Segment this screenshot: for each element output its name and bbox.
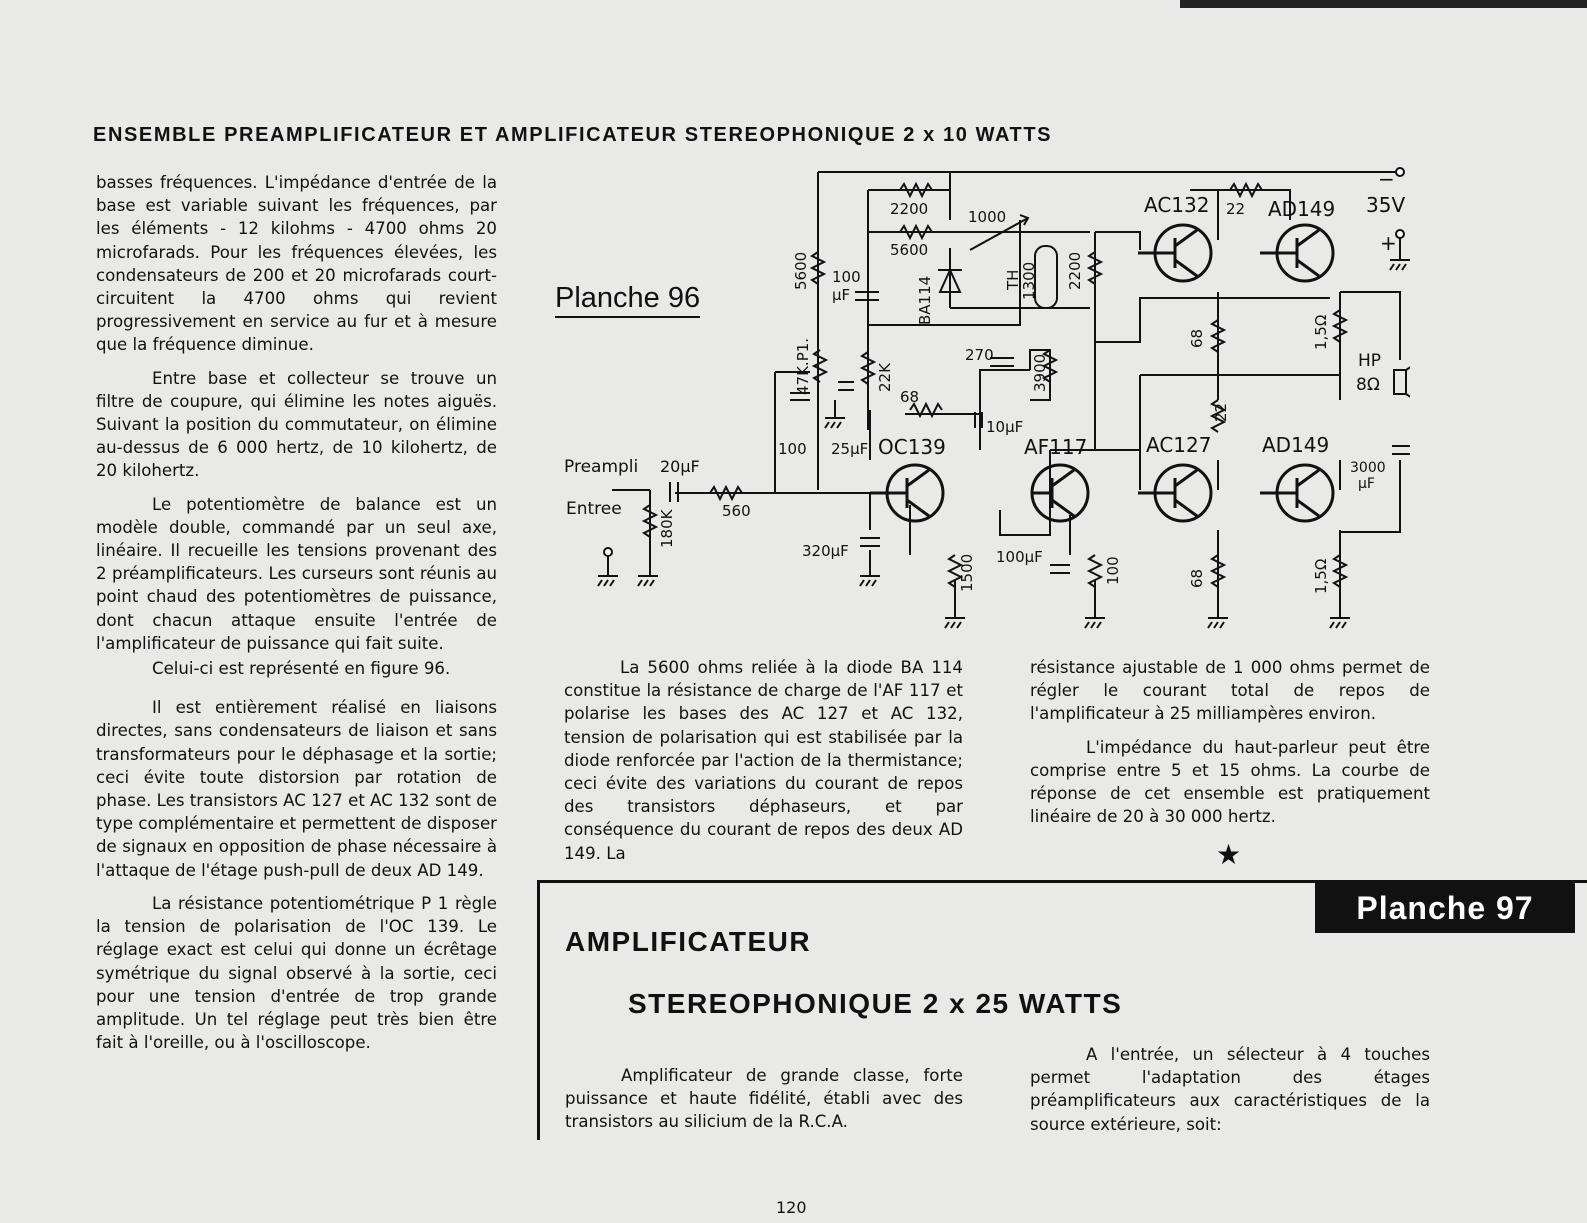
section-title-line1: AMPLIFICATEUR [565, 926, 812, 957]
paragraph: La 5600 ohms reliée à la diode BA 114 constitue la résistance de charge de l'AF 117 et polarise les bases des AC 127 et AC 132, tension de polarisation qui est stabilisée par la diode renforcée par l'action de la thermistance; ceci évite des variations du courant de repos des transistors déphaseurs, et par conséquence du courant de repos des deux AD 149. La [564, 658, 963, 863]
paragraph: L'impédance du haut-parleur peut être comprise entre 5 et 15 ohms. La courbe de réponse de cet ensemble est pratiquement linéaire de 20 à 30 000 hertz. [1030, 737, 1430, 827]
label-pot-1000: 1000 [968, 208, 1007, 226]
paragraph: Amplificateur de grande classe, forte puissance et haute fidélité, établi avec des transistors au silicium de la R.C.A. [565, 1066, 963, 1132]
label-oc139: OC139 [878, 435, 946, 459]
figure-caption: Planche 96 [555, 282, 700, 318]
label-r-2200a: 2200 [890, 200, 929, 218]
page-headline: ENSEMBLE PREAMPLIFICATEUR ET AMPLIFICATEUR STEREOPHONIQUE 2 x 10 WATTS [93, 124, 1053, 146]
schematic-resistors [644, 184, 1346, 587]
left-column [96, 171, 497, 1064]
input-terminal [604, 548, 612, 556]
label-c-10uf: 10µF [986, 418, 1024, 436]
label-r-68c: 68 [1188, 568, 1206, 588]
label-preampli: Preampli [564, 457, 639, 477]
label-r-100: 100 [1104, 556, 1122, 585]
label-supply-neg: − [1378, 167, 1395, 191]
label-r-1-5b: 1,5Ω [1312, 558, 1330, 594]
label-af117: AF117 [1024, 435, 1088, 459]
paragraph: Celui-ci est représenté en figure 96. [152, 659, 451, 679]
section-left-text [565, 1064, 963, 1144]
label-r-5600a: 5600 [890, 241, 929, 259]
label-r-2200b: 2200 [1066, 251, 1084, 290]
label-entree: Entree [566, 499, 622, 519]
label-r-1-5a: 1,5Ω [1312, 314, 1330, 350]
label-diode: BA114 [916, 275, 934, 325]
label-c-25uf: 25µF [831, 440, 869, 458]
label-r-22k: 22K [876, 363, 894, 392]
page-number: 120 [776, 1198, 807, 1217]
label-ac127: AC127 [1146, 433, 1212, 457]
paragraph: résistance ajustable de 1 000 ohms permet de régler le courant total de repos de l'amplificateur à 25 milliampères environ. [1030, 658, 1430, 724]
right-column [1030, 656, 1430, 838]
thermistor [1035, 246, 1057, 308]
top-edge-bar [1180, 0, 1587, 8]
label-c-in: 20µF [660, 457, 700, 476]
label-r-3900: 3900 [1031, 353, 1049, 392]
label-c-3000-unit: µF [1358, 476, 1375, 492]
label-hp: HP [1358, 351, 1382, 371]
label-th-value: 1300 [1020, 261, 1038, 300]
label-r-22b: 22 [1212, 402, 1230, 422]
label-r-5600b: 5600 [792, 251, 810, 290]
paragraph: Il est entièrement réalisé en liaisons directes, sans condensateurs de liaison et sans transformateurs pour le déphasage et la sortie; ceci évite toute distorsion par rotation de phase. Les transistors AC 127 et AC 132 sont de type complémentaire et permettent de disposer de signaux en opposition de phase nécessaire à l'attaque de l'étage push-pull de deux AD 149. [96, 698, 497, 880]
label-ad149a: AD149 [1268, 197, 1336, 221]
label-c-100uf-unit: µF [832, 286, 851, 304]
label-r-68b: 68 [1188, 328, 1206, 348]
paragraph: basses fréquences. L'impédance d'entrée de la base est variable suivant les fréquences, par les éléments - 12 kilohms - 4700 ohms 20 microfarads. Pour les fréquences élevées, les condensateurs de 200 et 20 microfarads court-circuitent la 4700 ohms qui revient progressivement en service au fur et à mesure que la fréquence diminue. [96, 173, 497, 355]
diode-symbol [938, 248, 962, 308]
label-r-22a: 22 [1226, 200, 1246, 218]
label-r-in: 560 [722, 502, 751, 520]
label-hp-ohm: 8Ω [1356, 375, 1380, 395]
loudspeaker-symbol [1394, 356, 1410, 408]
label-r-1500: 1500 [958, 553, 976, 592]
circuit-schematic [550, 160, 1410, 640]
star-ornament: ★ [1216, 838, 1242, 871]
label-th: TH [1004, 269, 1022, 290]
supply-terminal [1396, 230, 1404, 238]
planche-97-badge: Planche 97 [1315, 883, 1575, 933]
label-c-3000: 3000 [1350, 460, 1386, 476]
label-c-100: 100 [778, 440, 807, 458]
middle-column [564, 656, 963, 875]
label-ad149b: AD149 [1262, 433, 1330, 457]
paragraph: Entre base et collecteur se trouve un filtre de coupure, qui élimine les notes aiguës. Suivant la position du commutateur, on élimine au-dessus de 6 000 hertz, de 10 kilohertz, de 20 kilohertz. [96, 368, 497, 481]
label-supply-pos: + [1380, 231, 1397, 255]
label-c-270: 270 [965, 346, 994, 364]
section-title-line2: STEREOPHONIQUE 2 x 25 WATTS [628, 988, 1123, 1019]
paragraph: Le potentiomètre de balance est un modèle double, commandé par un seul axe, linéaire. Il recueille les tensions provenant des 2 préamplificateurs. Les curseurs sont réunis au point chaud des potentiomètres de puissance, dont chacun attaque ensuite l'entrée de l'amplificateur de puissance qui fait suite. [96, 494, 497, 653]
paragraph: La résistance potentiométrique P 1 règle la tension de polarisation de l'OC 139. Le réglage exact est celui qui donne un écrêtage symétrique du signal observé à la sortie, ceci pour une tension d'entrée de trop grande amplitude. Un tel réglage peut très bien être fait à l'oreille, ou à l'oscilloscope. [96, 893, 497, 1053]
section-right-text [1030, 1043, 1430, 1146]
label-c-100uf2: 100µF [996, 548, 1043, 566]
paragraph: A l'entrée, un sélecteur à 4 touches permet l'adaptation des étages préamplificateurs aux caractéristiques de la source extérieure, soit: [1030, 1045, 1430, 1134]
label-pot-47k: 47K.P1. [794, 337, 812, 395]
label-r-180k: 180K [658, 509, 676, 548]
label-ac132: AC132 [1144, 193, 1210, 217]
label-c-100uf: 100 [832, 268, 861, 286]
label-r-68a: 68 [900, 388, 920, 406]
label-c-320: 320µF [802, 542, 849, 560]
label-supply-v: 35V [1366, 193, 1406, 217]
